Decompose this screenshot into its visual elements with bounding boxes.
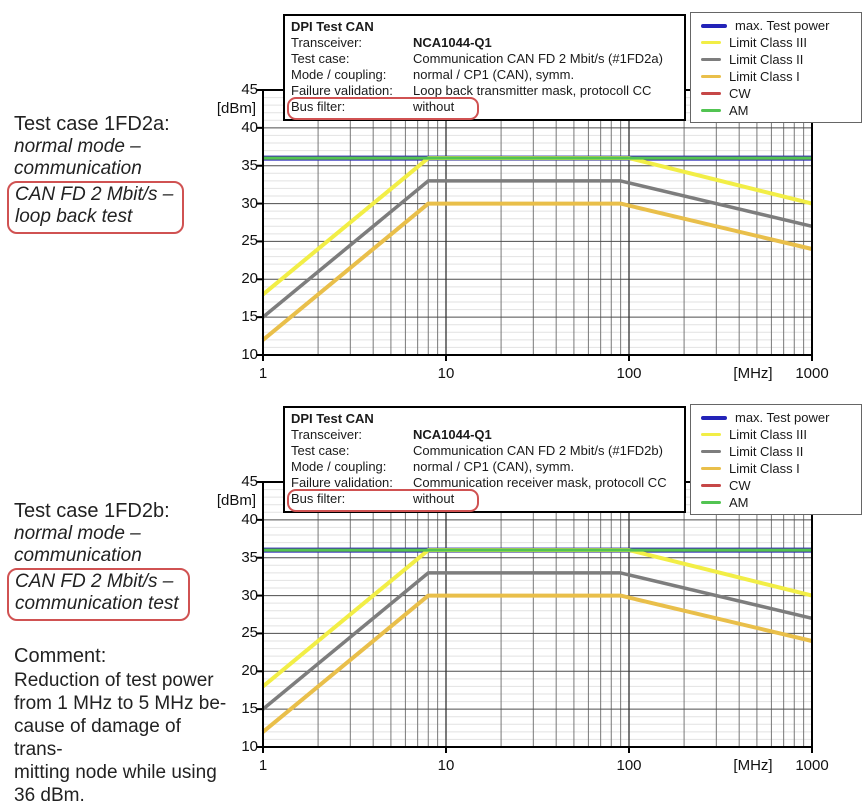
y-axis-unit-label: [dBm]: [216, 100, 256, 117]
y-axis-tick-label: 45: [241, 473, 258, 490]
note-line: communication: [14, 545, 142, 566]
comment-line: mitting node while using: [14, 762, 217, 783]
dpi-chart-1fd2a: [253, 80, 822, 371]
legend-color-dash-icon: [701, 450, 721, 454]
legend-color-dash-icon: [701, 501, 721, 505]
note-title: Test case 1FD2b:: [14, 500, 170, 522]
y-axis-tick-label: 10: [241, 346, 258, 363]
info-row-label: Mode / coupling:: [291, 67, 387, 82]
legend-label: CW: [729, 478, 751, 493]
dpi-chart-1fd2b: [253, 472, 822, 763]
legend-entry: [701, 51, 855, 68]
legend-entry: [701, 443, 855, 460]
note-test-case-1fd2b: [14, 499, 229, 621]
info-row-value: Communication CAN FD 2 Mbit/s (#1FD2b): [413, 443, 663, 458]
info-box-title: DPI Test CAN: [291, 19, 374, 34]
info-row-value: without: [413, 491, 455, 506]
y-axis-tick-label: 20: [241, 270, 258, 288]
y-axis-tick-label: 40: [241, 118, 258, 136]
legend-label: Limit Class II: [729, 444, 804, 459]
comment-line: cause of damage of trans-: [14, 716, 181, 760]
x-axis-tick-label: 1: [258, 757, 268, 774]
legend-color-dash-icon: [701, 75, 721, 79]
legend-label: max. Test power: [735, 18, 830, 33]
note-line: normal mode –: [14, 136, 141, 157]
info-row-value: NCA1044-Q1: [413, 35, 492, 50]
y-axis-tick-label: 25: [241, 624, 258, 642]
legend-label: Limit Class I: [729, 461, 800, 476]
info-row-value: Communication CAN FD 2 Mbit/s (#1FD2a): [413, 51, 663, 66]
info-row-value: Communication receiver mask, protocoll CC: [413, 475, 667, 490]
info-row-label: Failure validation:: [291, 83, 393, 98]
legend-color-dash-icon: [701, 467, 721, 471]
note-line-boxed: CAN FD 2 Mbit/s –: [15, 571, 174, 592]
legend-color-dash-icon: [701, 109, 721, 113]
info-row: [291, 443, 678, 459]
legend-color-dash-icon: [701, 24, 727, 28]
info-row-label: Failure validation:: [291, 475, 393, 490]
y-axis-tick-label: 45: [241, 81, 258, 98]
legend-color-dash-icon: [701, 433, 721, 437]
red-highlight-box: [7, 568, 190, 621]
info-row: [291, 99, 678, 115]
info-row-value: Loop back transmitter mask, protocoll CC: [413, 83, 652, 98]
legend-entry: [701, 85, 855, 102]
comment-block: [14, 644, 234, 807]
dpi-info-box-1fd2a: [283, 14, 686, 121]
y-axis-tick-label: 35: [241, 156, 258, 174]
x-axis-unit-label: [MHz]: [733, 757, 773, 774]
info-row-value: normal / CP1 (CAN), symm.: [413, 67, 575, 82]
y-axis-tick-label: 35: [241, 548, 258, 566]
info-row: [291, 475, 678, 491]
chart-legend: [690, 12, 862, 123]
x-axis-tick-label: 100: [616, 757, 642, 774]
legend-entry: [701, 494, 855, 511]
info-row: [291, 83, 678, 99]
legend-entry: [701, 426, 855, 443]
x-axis-tick-label: 100: [616, 365, 642, 382]
info-row: [291, 67, 678, 83]
y-axis-tick-label: 10: [241, 738, 258, 755]
note-line-boxed: CAN FD 2 Mbit/s –: [15, 184, 174, 205]
note-line: communication: [14, 158, 142, 179]
info-row-value: without: [413, 99, 455, 114]
legend-label: Limit Class III: [729, 427, 808, 442]
legend-entry: [701, 34, 855, 51]
legend-label: CW: [729, 86, 751, 101]
info-row-label: Transceiver:: [291, 35, 363, 50]
dpi-info-box-1fd2b: [283, 406, 686, 513]
comment-line: Reduction of test power: [14, 670, 214, 691]
info-row-label: Test case:: [291, 443, 350, 458]
y-axis-unit-label: [dBm]: [216, 492, 256, 509]
info-row: [291, 35, 678, 51]
info-row-label: Bus filter:: [291, 99, 346, 114]
y-axis-tick-label: 20: [241, 662, 258, 680]
info-row-value: normal / CP1 (CAN), symm.: [413, 459, 575, 474]
legend-color-dash-icon: [701, 41, 721, 45]
y-axis-tick-label: 40: [241, 510, 258, 528]
x-axis-tick-label: 1000: [795, 757, 829, 774]
y-axis-tick-label: 25: [241, 232, 258, 250]
chart-legend: [690, 404, 862, 515]
legend-label: max. Test power: [735, 410, 830, 425]
comment-line: from 1 MHz to 5 MHz be-: [14, 693, 227, 714]
legend-entry: [701, 477, 855, 494]
info-row: [291, 427, 678, 443]
comment-title: Comment:: [14, 645, 107, 667]
x-axis-tick-label: 10: [437, 365, 455, 382]
info-row: [291, 51, 678, 67]
legend-color-dash-icon: [701, 58, 721, 62]
note-test-case-1fd2a: [14, 112, 229, 234]
note-title: Test case 1FD2a:: [14, 113, 170, 135]
y-axis-tick-label: 15: [241, 308, 258, 326]
x-axis-unit-label: [MHz]: [733, 365, 773, 382]
info-row: [291, 459, 678, 475]
legend-entry: [701, 68, 855, 85]
info-row-label: Test case:: [291, 51, 350, 66]
legend-label: AM: [729, 495, 749, 510]
legend-entry: [701, 460, 855, 477]
comment-line: 36 dBm.: [14, 785, 85, 806]
x-axis-tick-label: 10: [437, 757, 455, 774]
y-axis-tick-label: 30: [241, 194, 258, 212]
legend-entry: [701, 17, 855, 34]
info-row: [291, 491, 678, 507]
x-axis-tick-label: 1000: [795, 365, 829, 382]
y-axis-tick-label: 30: [241, 586, 258, 604]
note-line-boxed: communication test: [15, 593, 179, 614]
legend-label: Limit Class III: [729, 35, 808, 50]
info-row-label: Transceiver:: [291, 427, 363, 442]
legend-color-dash-icon: [701, 416, 727, 420]
legend-color-dash-icon: [701, 484, 721, 488]
info-box-title: DPI Test CAN: [291, 411, 374, 426]
note-line: normal mode –: [14, 523, 141, 544]
legend-label: Limit Class I: [729, 69, 800, 84]
note-line-boxed: loop back test: [15, 206, 133, 227]
red-highlight-box: [7, 181, 184, 234]
info-row-label: Bus filter:: [291, 491, 346, 506]
legend-label: Limit Class II: [729, 52, 804, 67]
x-axis-tick-label: 1: [258, 365, 268, 382]
info-row-label: Mode / coupling:: [291, 459, 387, 474]
legend-entry: [701, 102, 855, 119]
y-axis-tick-label: 15: [241, 700, 258, 718]
legend-color-dash-icon: [701, 92, 721, 96]
info-row-value: NCA1044-Q1: [413, 427, 492, 442]
legend-label: AM: [729, 103, 749, 118]
legend-entry: [701, 409, 855, 426]
